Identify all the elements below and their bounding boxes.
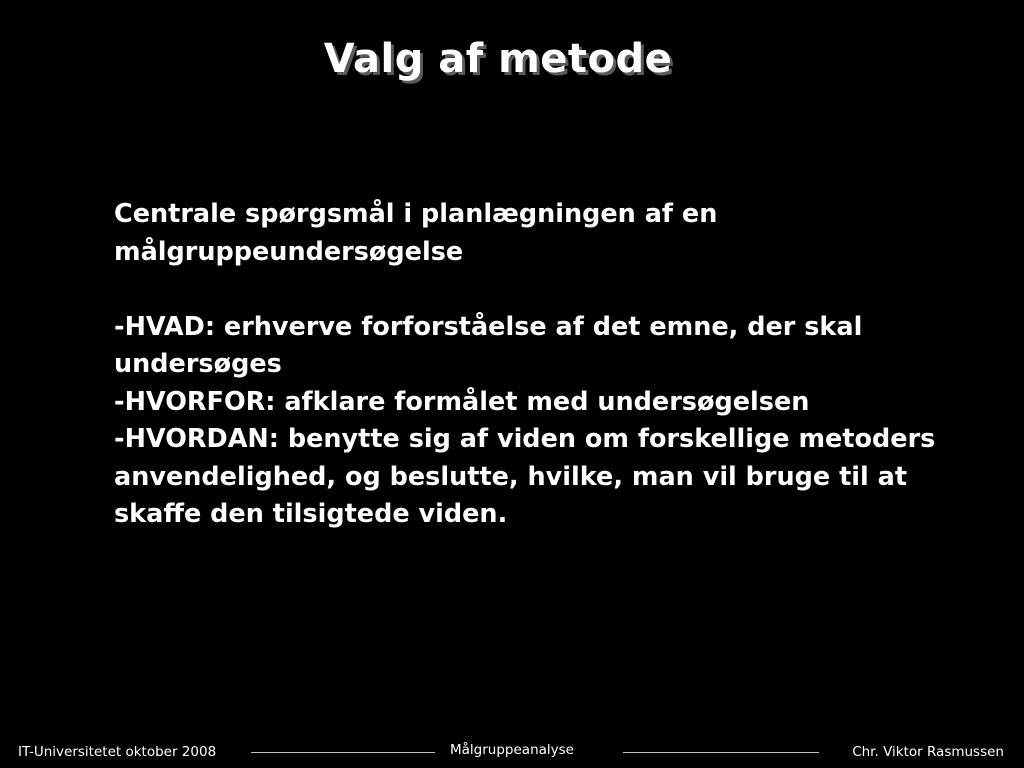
bullet-hvad: -HVAD: erhverve forforståelse af det emne, der skal undersøges <box>114 311 863 379</box>
footer-institution: IT-Universitetet oktober 2008 <box>18 744 217 760</box>
slide-title: Valg af metode <box>323 36 673 82</box>
paragraph-spacer <box>114 271 994 309</box>
slide-footer <box>0 742 1024 764</box>
footer-topic: Målgruppeanalyse <box>450 742 574 758</box>
bullet-hvorfor: -HVORFOR: afklare formålet med undersøgelsen <box>114 386 810 417</box>
intro-question: Centrale spørgsmål i planlægningen af en målgruppeundersøgelse <box>114 199 718 267</box>
footer-author: Chr. Viktor Rasmussen <box>852 744 1004 760</box>
footer-divider-left <box>251 752 435 753</box>
bullet-hvordan: -HVORDAN: benytte sig af viden om forskellige metoders anvendelighed, og beslutte, hvilke, man vil bruge til at skaffe den tilsigtede viden. <box>114 424 936 529</box>
slide-body <box>114 196 994 534</box>
footer-divider-right <box>623 752 819 753</box>
